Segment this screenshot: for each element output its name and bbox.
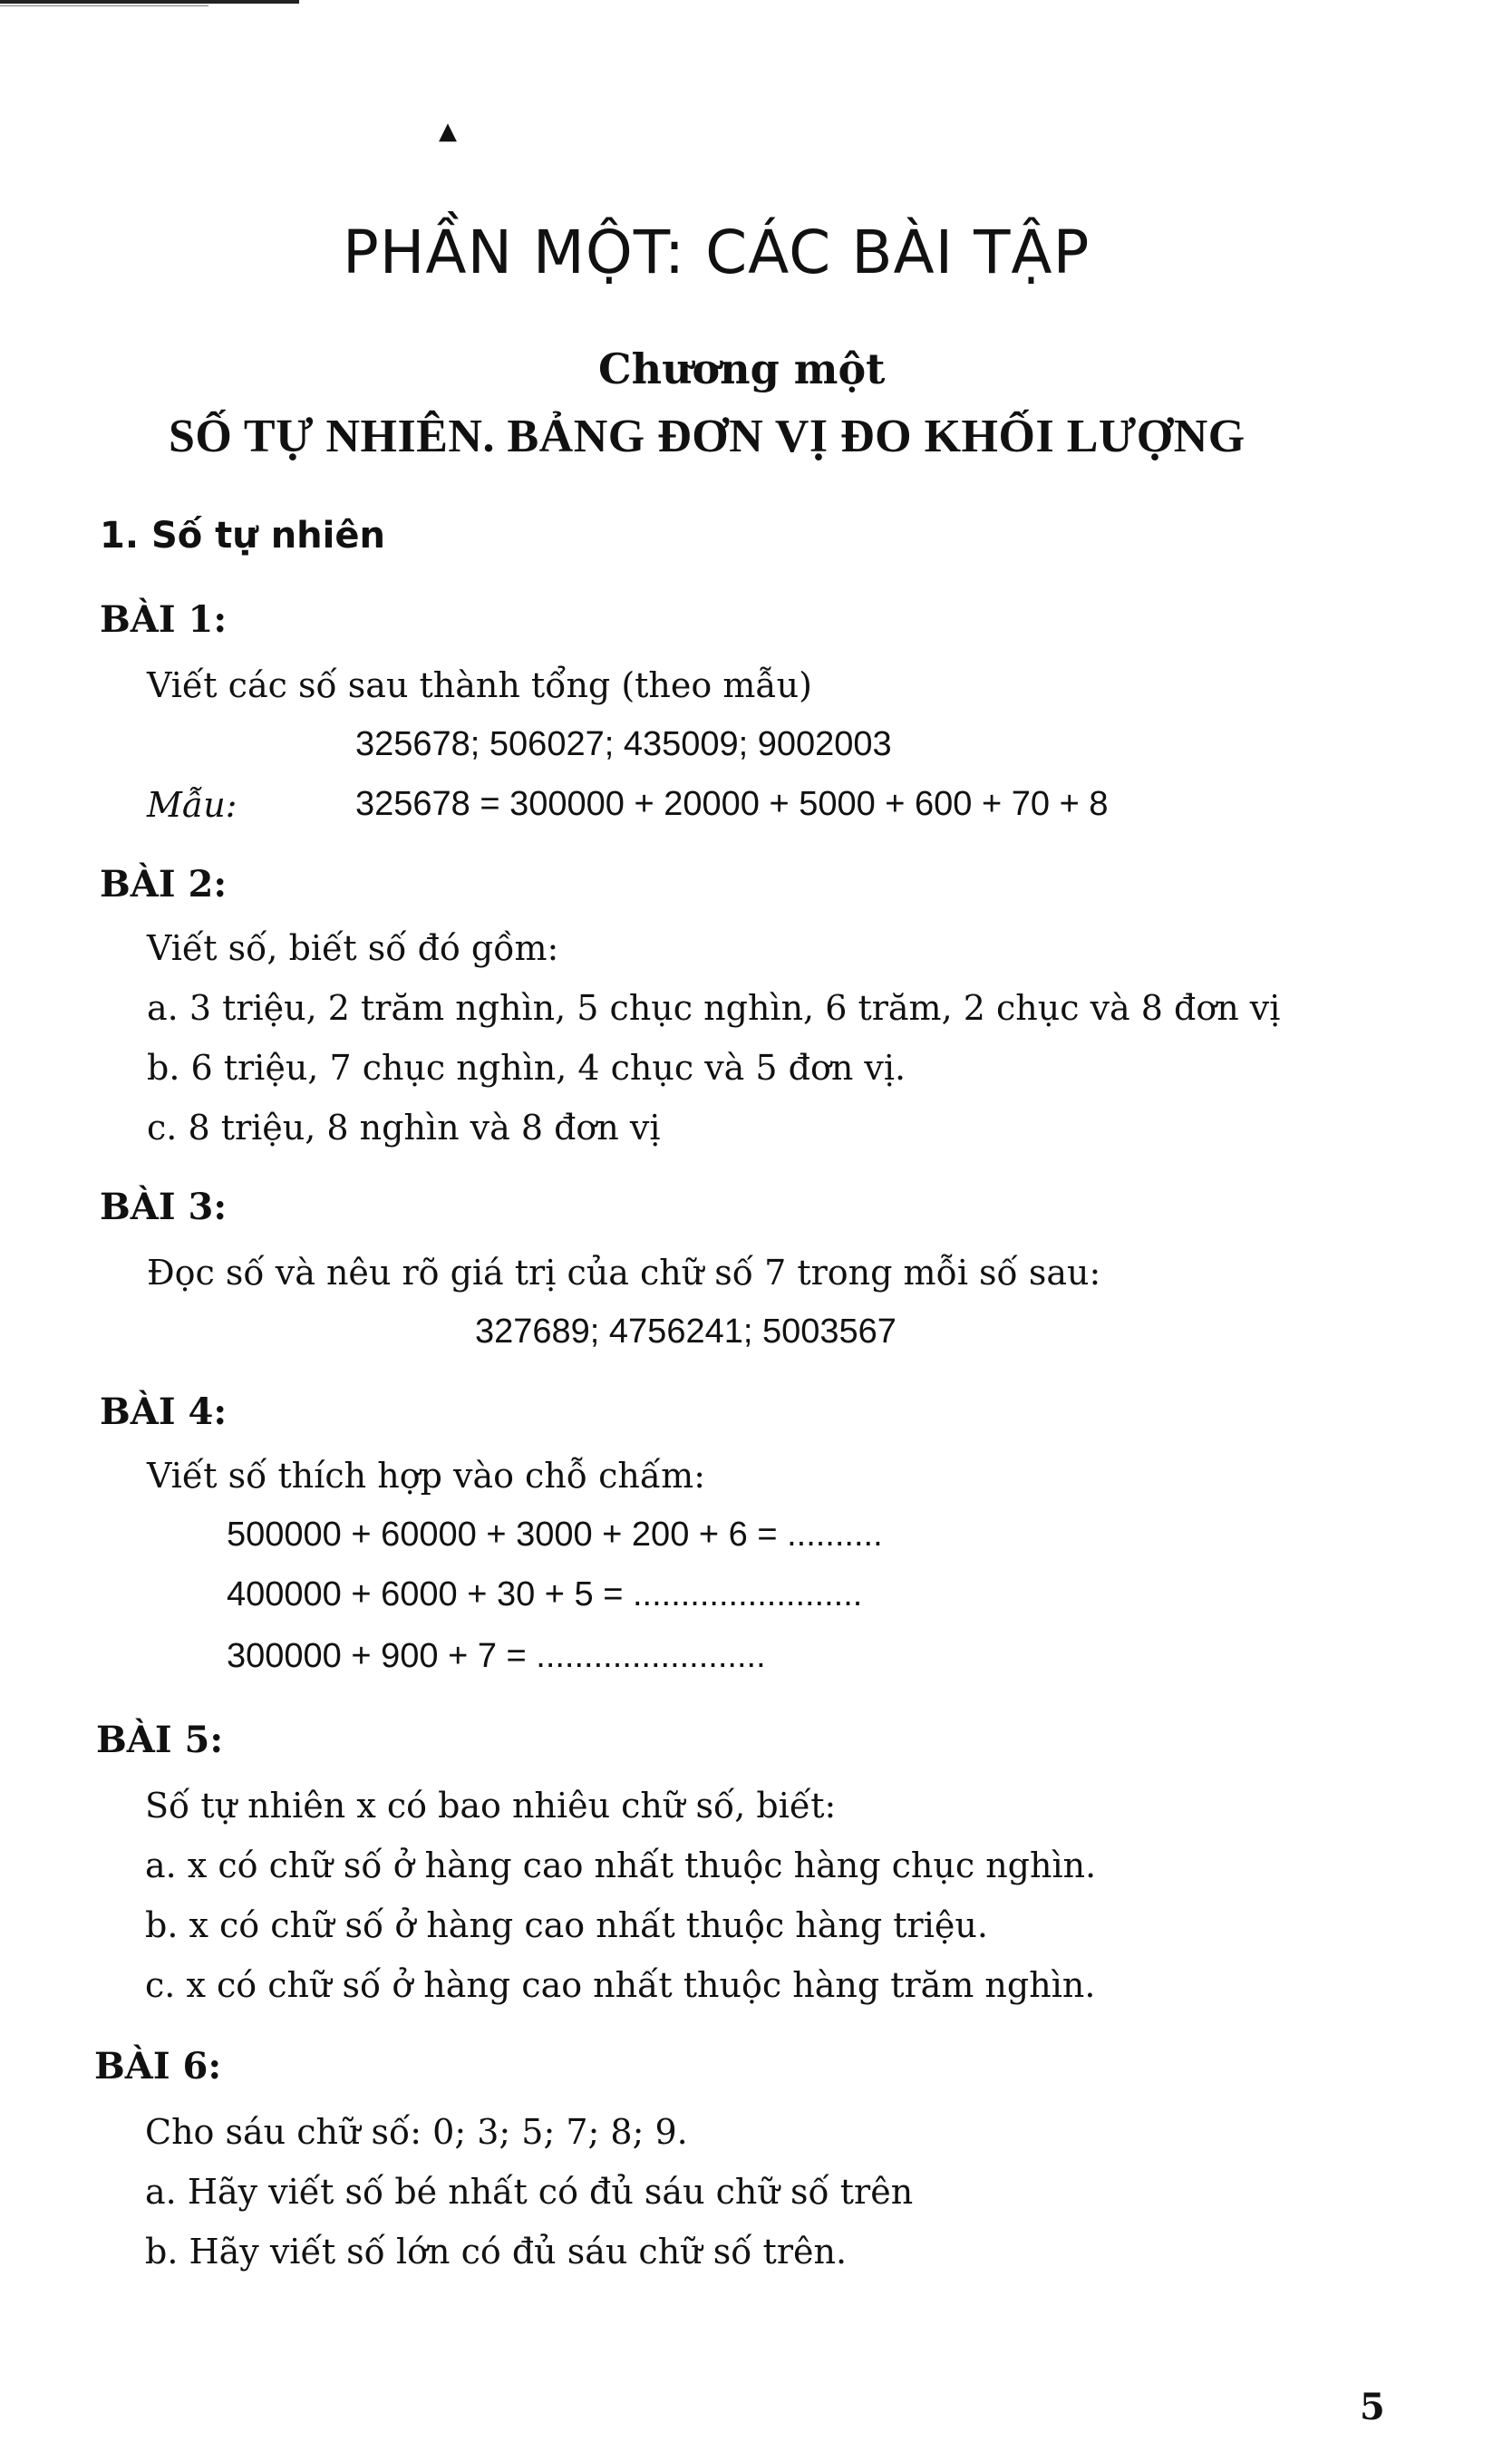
bai1-example-label: Mẫu: xyxy=(147,785,237,825)
bai5-prompt: Số tự nhiên x có bao nhiêu chữ số, biết: xyxy=(145,1786,837,1826)
bai4-label: BÀI 4: xyxy=(100,1390,228,1433)
bai4-prompt: Viết số thích hợp vào chỗ chấm: xyxy=(147,1456,706,1496)
bai3-prompt: Đọc số và nêu rõ giá trị của chữ số 7 trong mỗi số sau: xyxy=(147,1253,1101,1293)
bai4-line-1: 500000 + 60000 + 3000 + 200 + 6 = .......... xyxy=(227,1516,883,1554)
arrow-mark-icon: ▲ xyxy=(439,118,457,145)
chapter-subtitle: SỐ TỰ NHIÊN. BẢNG ĐƠN VỊ ĐO KHỐI LƯỢNG xyxy=(169,411,1245,462)
bai3-label: BÀI 3: xyxy=(100,1186,228,1228)
bai5-item-c: c. x có chữ số ở hàng cao nhất thuộc hàng trăm nghìn. xyxy=(145,1965,1096,2005)
bai2-item-b: b. 6 triệu, 7 chục nghìn, 4 chục và 5 đơn vị. xyxy=(147,1048,906,1088)
bai6-item-a: a. Hãy viết số bé nhất có đủ sáu chữ số trên xyxy=(145,2172,914,2212)
bai5-label: BÀI 5: xyxy=(96,1719,224,1761)
bai6-prompt: Cho sáu chữ số: 0; 3; 5; 7; 8; 9. xyxy=(145,2112,688,2152)
bai4-line-3: 300000 + 900 + 7 = ........................ xyxy=(227,1637,766,1675)
top-rule xyxy=(0,0,299,4)
bai2-prompt: Viết số, biết số đó gồm: xyxy=(147,928,559,968)
bai1-label: BÀI 1: xyxy=(100,598,228,641)
page-number: 5 xyxy=(1360,2386,1385,2428)
bai2-label: BÀI 2: xyxy=(100,863,228,906)
part-title: PHẦN MỘT: CÁC BÀI TẬP xyxy=(343,218,1090,287)
bai6-item-b: b. Hãy viết số lớn có đủ sáu chữ số trên. xyxy=(145,2232,848,2272)
bai5-item-a: a. x có chữ số ở hàng cao nhất thuộc hàng chục nghìn. xyxy=(145,1846,1097,1885)
bai4-line-2: 400000 + 6000 + 30 + 5 = ........................ xyxy=(227,1575,863,1613)
chapter-title: Chương một xyxy=(598,344,886,393)
top-rule-thin xyxy=(0,5,208,6)
bai3-numbers: 327689; 4756241; 5003567 xyxy=(475,1313,897,1351)
bai1-prompt: Viết các số sau thành tổng (theo mẫu) xyxy=(147,665,812,705)
bai1-numbers: 325678; 506027; 435009; 9002003 xyxy=(355,725,892,763)
bai6-label: BÀI 6: xyxy=(94,2045,222,2088)
bai1-example: 325678 = 300000 + 20000 + 5000 + 600 + 70 + 8 xyxy=(355,785,1109,823)
bai5-item-b: b. x có chữ số ở hàng cao nhất thuộc hàng triệu. xyxy=(145,1905,988,1945)
bai2-item-c: c. 8 triệu, 8 nghìn và 8 đơn vị xyxy=(147,1108,661,1148)
bai2-item-a: a. 3 triệu, 2 trăm nghìn, 5 chục nghìn, 6 trăm, 2 chục và 8 đơn vị xyxy=(147,988,1281,1028)
section-heading: 1. Số tự nhiên xyxy=(100,515,385,557)
